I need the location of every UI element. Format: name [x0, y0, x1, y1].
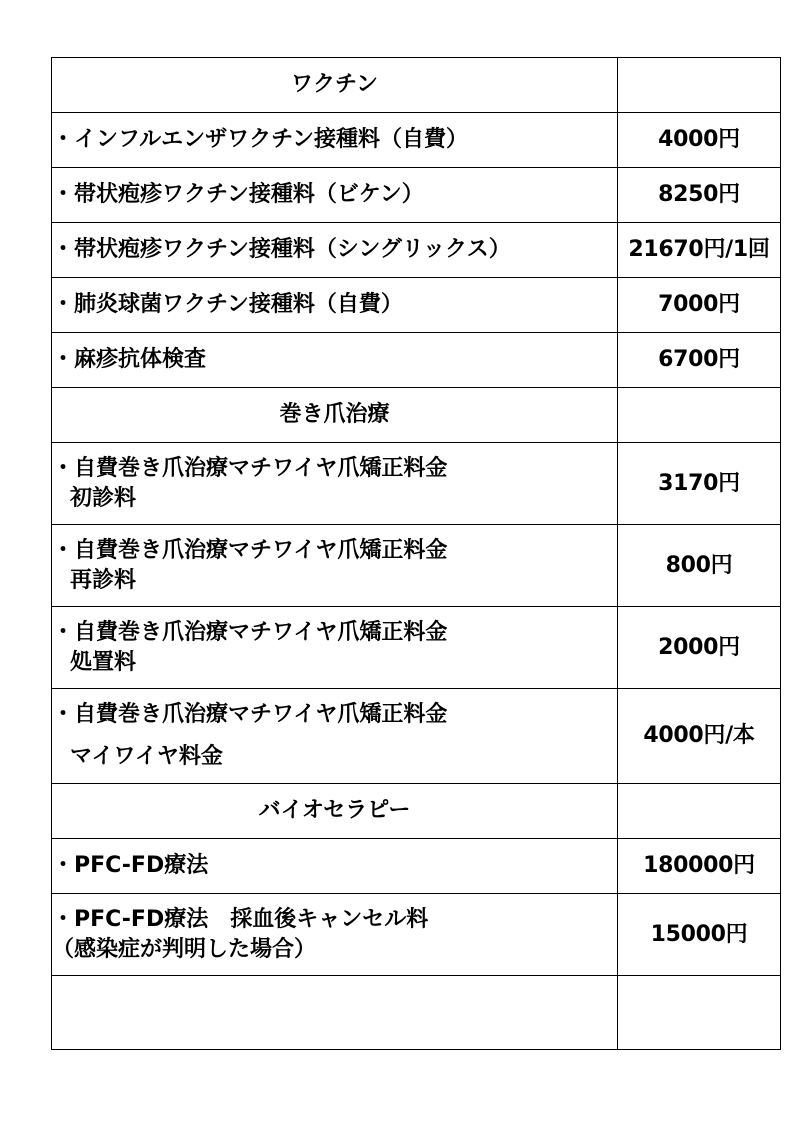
item-price: 180000円	[618, 839, 781, 894]
item-price: 800円	[618, 525, 781, 607]
table-row	[52, 525, 781, 607]
item-name-line: ・PFC-FD療法	[52, 853, 209, 879]
item-name-subline: 再診料	[70, 567, 137, 593]
section-header-row	[52, 784, 781, 839]
item-name	[52, 168, 618, 223]
item-name-subline: （感染症が判明した場合）	[52, 936, 317, 962]
table-row	[52, 113, 781, 168]
empty-price-cell	[618, 784, 781, 839]
item-name	[52, 894, 618, 976]
section-title: 巻き爪治療	[52, 388, 618, 443]
item-name	[52, 333, 618, 388]
item-name	[52, 607, 618, 689]
table-row	[52, 689, 781, 784]
item-price: 3170円	[618, 443, 781, 525]
section-header-row	[52, 58, 781, 113]
item-name-line: ・麻疹抗体検査	[52, 347, 207, 373]
item-name	[52, 443, 618, 525]
item-name-subline: 処置料	[70, 649, 137, 675]
section-header-row	[52, 388, 781, 443]
item-name	[52, 278, 618, 333]
item-price: 15000円	[618, 894, 781, 976]
item-name-line: ・PFC-FD療法 採血後キャンセル料	[52, 906, 429, 932]
item-price: 7000円	[618, 278, 781, 333]
item-name-line: ・自費巻き爪治療マチワイヤ爪矯正料金	[52, 455, 448, 481]
item-name-line: ・帯状疱疹ワクチン接種料（ビケン）	[52, 182, 424, 208]
empty-name-cell	[52, 976, 618, 1050]
item-name-line: ・インフルエンザワクチン接種料（自費）	[52, 127, 469, 153]
table-row	[52, 278, 781, 333]
item-name	[52, 839, 618, 894]
section-title: バイオセラピー	[52, 784, 618, 839]
item-price: 6700円	[618, 333, 781, 388]
table-row	[52, 168, 781, 223]
table-row	[52, 443, 781, 525]
empty-row	[52, 976, 781, 1050]
table-row	[52, 223, 781, 278]
item-name-subline: マイワイヤ料金	[70, 744, 223, 769]
item-name	[52, 689, 618, 784]
item-name-line: ・自費巻き爪治療マチワイヤ爪矯正料金	[52, 702, 448, 728]
item-name-line: ・帯状疱疹ワクチン接種料（シングリックス）	[52, 237, 511, 263]
empty-price-cell	[618, 388, 781, 443]
table-row	[52, 894, 781, 976]
item-price: 4000円	[618, 113, 781, 168]
item-price: 4000円/本	[618, 689, 781, 784]
item-name-line: ・肺炎球菌ワクチン接種料（自費）	[52, 292, 403, 318]
table-row	[52, 839, 781, 894]
fee-table	[51, 57, 781, 1050]
item-price: 8250円	[618, 168, 781, 223]
item-name-subline: 初診料	[70, 485, 137, 511]
table-row	[52, 333, 781, 388]
item-name	[52, 525, 618, 607]
item-name	[52, 113, 618, 168]
empty-price-cell	[618, 976, 781, 1050]
item-name-line: ・自費巻き爪治療マチワイヤ爪矯正料金	[52, 537, 448, 563]
item-name-line: ・自費巻き爪治療マチワイヤ爪矯正料金	[52, 619, 448, 645]
item-price: 21670円/1回	[618, 223, 781, 278]
empty-price-cell	[618, 58, 781, 113]
table-row	[52, 607, 781, 689]
item-price: 2000円	[618, 607, 781, 689]
section-title: ワクチン	[52, 58, 618, 113]
item-name	[52, 223, 618, 278]
